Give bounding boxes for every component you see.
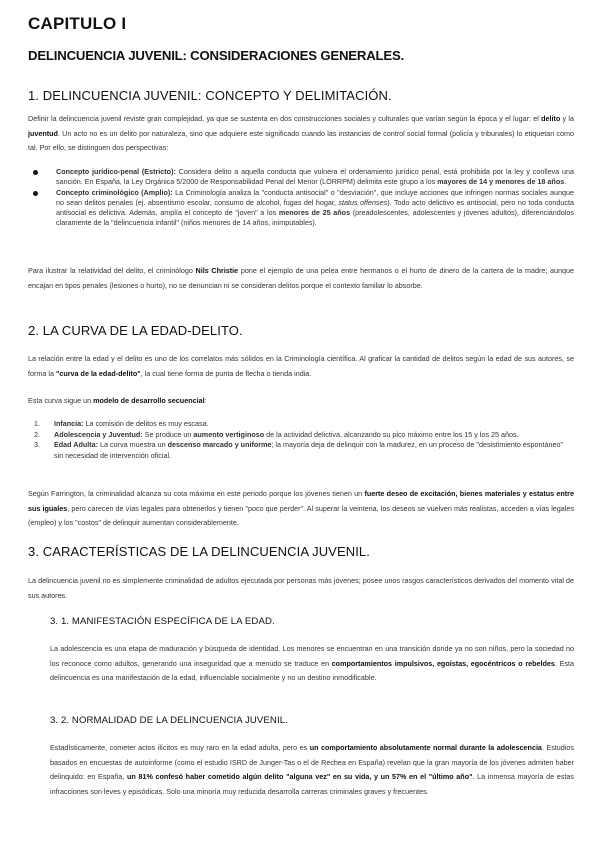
subsection-3-2-heading: 3. 2. NORMALIDAD DE LA DELINCUENCIA JUVENIL. bbox=[50, 715, 288, 726]
section-2-paragraph-1: La relación entre la edad y el delito es uno de los correlatos más sólidos en la Criminología científica. Al graficar la cantidad de delitos según la edad de sus autores, se forma la "curva de la edad-delito", la cual tiene forma de punta de flecha o tienda india. bbox=[28, 354, 574, 378]
main-title: DELINCUENCIA JUVENIL: CONSIDERACIONES GENERALES. bbox=[28, 48, 405, 63]
section-1-paragraph-1: Definir la delincuencia juvenil reviste gran complejidad, ya que se sustenta en dos construcciones sociales y culturales que varían según la época y el lugar: el delito y la juventud. Un acto no es un delito por naturaleza, sino que adquiere este significado cuando las instancias de control social formal (policía y tribunales) lo etiquetan como tal. Por ello, se distinguen dos perspectivas: bbox=[28, 114, 574, 153]
subsection-3-2-paragraph: Estadísticamente, cometer actos ilícitos es muy raro en la edad adulta, pero es un comportamiento absolutamente normal durante la adolescencia. Estudios basados en encuestas de autoinforme (como el estudio ISRD de Junger-Tas o el de Rechea en España) revelan que la gran mayoría de los jóvenes admiten haber delinquido: en España, un 81% confesó haber cometido algún delito "alguna vez" en su vida, y un 57% en el "último año". La inmensa mayoría de estas infracciones son leves y episódicas. Solo una minoría muy reducida desarrolla carreras criminales graves y frecuentes. bbox=[50, 743, 574, 796]
section-2-paragraph-2: Esta curva sigue un modelo de desarrollo secuencial: bbox=[28, 396, 207, 405]
section-2-heading: 2. LA CURVA DE LA EDAD-DELITO. bbox=[28, 323, 243, 338]
list-item: Concepto criminológico (Amplio): La Criminología analiza la "conducta antisocial" o "desviación", que incluye acciones que infringen normas sociales aunque no sean delitos penales (ej. absentismo escolar, consumo de alcohol, fugas del hogar, status offenses). Todo acto delictivo es antisocial, pero no toda conducta antisocial es delictiva. Además, amplía el concepto de "joven" a los menores de 25 años (preadolescentes, adolescentes y jóvenes adultos), diferenciándolos claramente de la "delincuencia infantil" (niños menores de 14 años, inimputables). bbox=[28, 188, 574, 229]
list-item: 3. Edad Adulta: La curva muestra un descenso marcado y uniforme; la mayoría deja de delinquir con la madurez, en un proceso de "desistimiento espontáneo" sin necesidad de intervención oficial. bbox=[34, 440, 564, 460]
section-3-heading: 3. CARACTERÍSTICAS DE LA DELINCUENCIA JUVENIL. bbox=[28, 544, 370, 559]
bullet-icon bbox=[33, 170, 38, 175]
chapter-heading: CAPITULO I bbox=[28, 14, 127, 33]
bullet-icon bbox=[33, 191, 38, 196]
subsection-3-1-heading: 3. 1. MANIFESTACIÓN ESPECÍFICA DE LA EDAD. bbox=[50, 616, 275, 627]
section-3-paragraph-1: La delincuencia juvenil no es simplemente criminalidad de adultos ejecutada por personas más jóvenes; posee unos rasgos característicos derivados del momento vital de sus autores. bbox=[28, 576, 574, 600]
list-item: Concepto jurídico-penal (Estricto): Considera delito a aquella conducta que vulnera el ordenamiento jurídico penal, está prohibida por la ley y conlleva una sanción. En España, la Ley Orgánica 5/2000 de Responsabilidad Penal del Menor (LORRPM) delimita este grupo a los mayores de 14 y menores de 18 años. bbox=[28, 167, 574, 188]
sequential-model-list bbox=[28, 419, 574, 461]
section-2-paragraph-3: Según Farrington, la criminalidad alcanza su cota máxima en este periodo porque los jóvenes tienen un fuerte deseo de excitación, bienes materiales y estatus entre sus iguales, pero carecen de vías legales para obtenerlos y tienen "poco que perder". Al superar la veintena, los deseos se vuelven más realistas, acceden a vías legales (empleo) y los "costos" de delinquir aumentan considerablemente. bbox=[28, 489, 574, 528]
subsection-3-1-paragraph: La adolescencia es una etapa de maduración y búsqueda de identidad. Los menores se encuentran en una transición donde ya no son niños, pero la sociedad no los reconoce como adultos, generando una inseguridad que a menudo se traduce en comportamientos impulsivos, egoístas, egocéntricos o rebeldes. Esta delincuencia es una manifestación de la edad, influenciable socialmente y no un destino inmodificable. bbox=[50, 644, 574, 683]
list-item: 2. Adolescencia y Juventud: Se produce un aumento vertiginoso de la actividad delictiva, alcanzando su pico máximo entre los 15 y los 25 años. bbox=[34, 429, 519, 439]
section-1-paragraph-2: Para ilustrar la relatividad del delito, el criminólogo Nils Christie pone el ejemplo de una pelea entre hermanos o el hurto de dinero de la cartera de la madre; aunque encajan en tipos penales (lesiones o hurto), no se denuncian ni se consideran delitos porque el contexto familiar lo absorbe. bbox=[28, 266, 574, 290]
section-1-heading: 1. DELINCUENCIA JUVENIL: CONCEPTO Y DELIMITACIÓN. bbox=[28, 88, 392, 103]
list-item: 1. Infancia: La comisión de delitos es muy escasa. bbox=[34, 419, 209, 428]
perspectives-list bbox=[28, 167, 574, 229]
